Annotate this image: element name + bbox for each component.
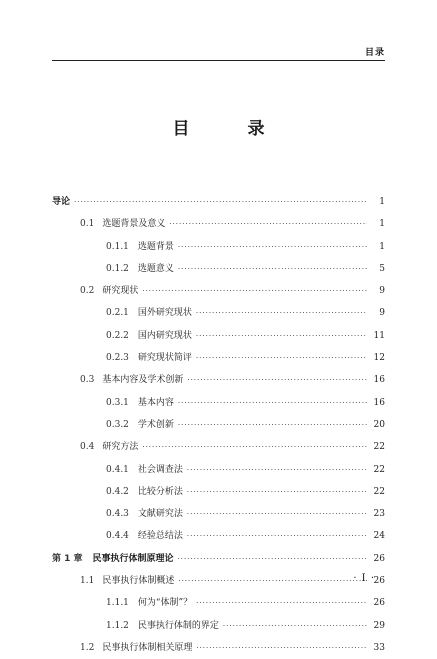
toc-entry[interactable] (52, 481, 385, 503)
toc-entry[interactable] (52, 369, 385, 391)
toc-entry-number: 0.4.1 (106, 464, 129, 475)
toc-entry-number: 0.2.1 (106, 308, 129, 319)
toc-entry-label: 学术创新 (137, 419, 174, 430)
toc-entry-number: 0.1.1 (106, 241, 129, 252)
toc-entry-label: 国内研究现状 (137, 330, 192, 341)
toc-entry-page: 9 (379, 286, 385, 297)
toc-entry[interactable] (52, 392, 385, 414)
toc-entry-number: 0.4.3 (106, 509, 129, 520)
toc-entry[interactable] (52, 525, 385, 547)
toc-entry-page: 20 (373, 419, 385, 430)
toc-entry[interactable] (52, 236, 385, 258)
toc-entry[interactable] (52, 280, 385, 302)
toc-entry-label: 文献研究法 (137, 509, 183, 520)
toc-entry-number: 0.1 (80, 219, 95, 230)
toc-entry-label: 选题背景 (137, 241, 174, 252)
toc-entry-label: 民事执行体制概述 (102, 576, 175, 587)
dot-leader (74, 191, 367, 213)
toc-entry-label: 何为“体制”？ (137, 598, 193, 609)
toc-entry-label: 基本内容 (137, 397, 174, 408)
toc-entry[interactable] (52, 258, 385, 280)
toc-entry-number: 0.4 (80, 442, 95, 453)
dot-leader (178, 392, 367, 414)
toc-entry-number: 0.4.2 (106, 486, 129, 497)
toc-entry[interactable] (52, 191, 385, 213)
dot-leader (187, 459, 367, 481)
dot-leader (187, 369, 367, 391)
dot-leader (196, 302, 367, 324)
toc-entry-label: 基本内容及学术创新 (102, 375, 184, 386)
toc-entry-label: 导论 (52, 197, 71, 207)
toc-entry-page: 26 (373, 576, 385, 587)
toc-entry-page: 29 (373, 620, 385, 631)
toc-entry[interactable] (52, 347, 385, 369)
dot-leader (187, 503, 367, 525)
dot-leader (196, 592, 367, 614)
toc-entry-number: 0.3.2 (106, 419, 129, 430)
toc-entry[interactable] (52, 592, 385, 614)
toc-entry-page: 9 (379, 308, 385, 319)
toc-entry-page: 22 (373, 486, 385, 497)
dot-leader (187, 481, 367, 503)
header-rule (52, 60, 385, 61)
toc-entry-label: 民事执行体制原理论 (92, 553, 174, 564)
toc-entry-label: 比较分析法 (137, 486, 183, 497)
toc-entry-page: 1 (379, 219, 385, 230)
toc-entry-page: 23 (373, 509, 385, 520)
toc-entry[interactable] (52, 503, 385, 525)
dot-leader (178, 258, 367, 280)
toc-entry-page: 12 (373, 353, 385, 364)
toc-entry-label: 民事执行体制的界定 (137, 620, 219, 631)
toc-entry-label: 国外研究现状 (137, 308, 192, 319)
toc-entry-label: 社会调查法 (137, 464, 183, 475)
toc-entry-page: 11 (373, 330, 385, 341)
page-title: 目 录 (172, 119, 291, 139)
toc-entry[interactable] (52, 570, 385, 592)
dot-leader (223, 615, 367, 637)
toc-entry[interactable] (52, 325, 385, 347)
dot-leader (196, 325, 367, 347)
toc-entry-page: 16 (373, 375, 385, 386)
toc-entry-page: 26 (373, 553, 385, 564)
toc-entry-label: 经验总结法 (137, 531, 183, 542)
toc-entry-label: 研究现状 (102, 286, 139, 297)
toc-entry-number: 第 1 章 (52, 553, 83, 564)
toc-entry-label: 选题背景及意义 (102, 219, 166, 230)
toc-entry[interactable] (52, 436, 385, 458)
dot-leader (178, 570, 367, 592)
toc-entry[interactable] (52, 414, 385, 436)
toc-entry-number: 1.1.1 (106, 598, 129, 609)
toc-entry-number: 0.1.2 (106, 263, 129, 274)
toc-entry-number: 0.3 (80, 375, 95, 386)
dot-leader (196, 347, 367, 369)
toc-entry-number: 1.1 (80, 576, 95, 587)
toc-entry-label: 研究现状简评 (137, 353, 192, 364)
toc-entry-page: 1 (379, 197, 385, 207)
dot-leader (142, 436, 367, 458)
toc-entry[interactable] (52, 548, 385, 570)
toc-entry-page: 16 (373, 397, 385, 408)
dot-leader (178, 548, 367, 570)
toc-entry-number: 0.3.1 (106, 397, 129, 408)
toc-entry-page: 33 (373, 642, 385, 653)
toc-entry-page: 22 (373, 464, 385, 475)
dot-leader (196, 637, 367, 659)
toc-entry-number: 0.2 (80, 286, 95, 297)
toc-entry[interactable] (52, 459, 385, 481)
dot-leader (178, 414, 367, 436)
dot-leader (178, 236, 367, 258)
toc-entry-page: 1 (379, 241, 385, 252)
toc-entry-label: 选题意义 (137, 263, 174, 274)
toc-entry-number: 1.1.2 (106, 620, 129, 631)
toc-entry-page: 26 (373, 598, 385, 609)
toc-entry-number: 0.2.2 (106, 330, 129, 341)
toc-entry[interactable] (52, 302, 385, 324)
toc-entry[interactable] (52, 637, 385, 659)
toc-entry-label: 民事执行体制相关原理 (102, 642, 193, 653)
toc-entry[interactable] (52, 213, 385, 235)
dot-leader (187, 525, 367, 547)
toc-entry-number: 1.2 (80, 642, 95, 653)
toc-entry-page: 22 (373, 442, 385, 453)
toc-entry-page: 24 (373, 531, 385, 542)
page-folio: · I · (353, 573, 375, 584)
toc-entry-number: 0.4.4 (106, 531, 129, 542)
dot-leader (169, 213, 367, 235)
toc-entry-number: 0.2.3 (106, 353, 129, 364)
toc-entry[interactable] (52, 615, 385, 637)
toc-entry-page: 5 (379, 263, 385, 274)
toc-entry-label: 研究方法 (102, 442, 139, 453)
table-of-contents (52, 191, 385, 659)
running-head: 目录 (364, 48, 385, 58)
dot-leader (142, 280, 367, 302)
